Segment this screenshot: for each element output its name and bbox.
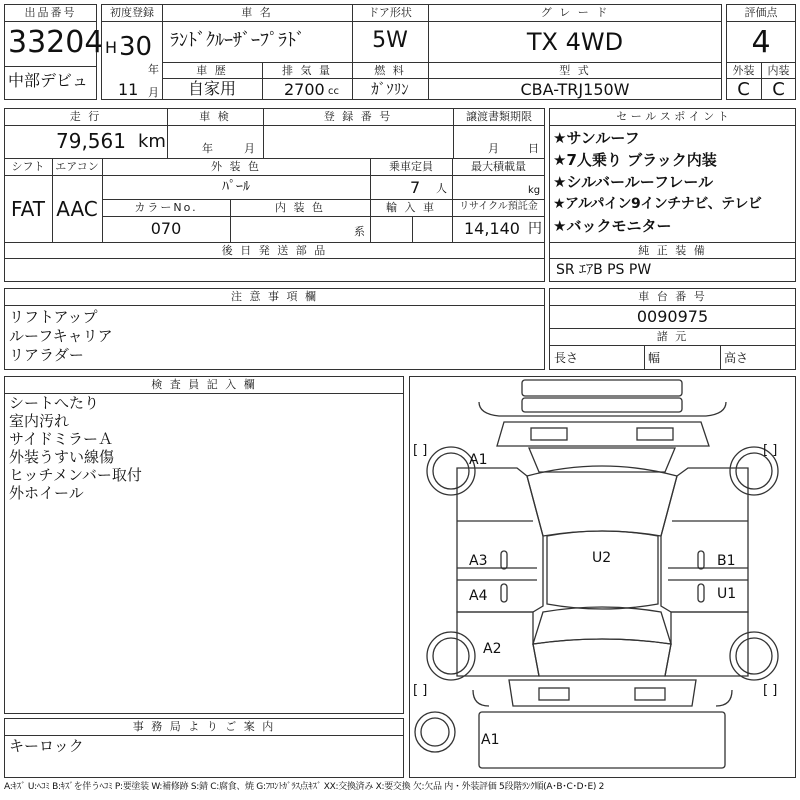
fuel-label: 燃 料 [374,64,406,77]
year-unit: 年 [148,63,159,76]
chassis-value: 0090975 [636,307,709,326]
grade-value: TX 4WD [526,28,624,56]
shift-label: シフト [11,160,45,173]
note-2: ルーフキャリア [9,327,113,345]
mark-a1-front: A1 [469,452,488,468]
first-reg-label: 初度登録 [110,6,154,19]
sales-point-2: ★7人乗り ブラック内装 [553,151,717,169]
color-no-label: カラーNo. [134,201,198,214]
inspector-item-1: シートへたり [9,394,100,412]
import-label: 輸 入 車 [386,201,436,214]
sales-points-label: セ ー ル ス ポ イ ン ト [616,110,729,123]
transfer-label: 譲渡書類期限 [466,110,532,123]
later-parts-label: 後 日 発 送 部 品 [221,244,328,257]
note-1: リフトアップ [9,308,98,326]
dim-width: 幅 [648,351,661,365]
history-label: 車 歴 [196,64,228,77]
grade-label: グ レ ー ド [540,6,610,19]
lot-label: 出品番号 [24,6,77,19]
exterior-color-label: 外 装 色 [211,160,261,173]
reg-year: 30 [119,32,153,62]
month-unit: 月 [148,86,159,99]
bracket-left-top: [ ] [413,443,428,458]
max-load-unit: kg [528,185,541,196]
dim-length: 長さ [554,351,579,365]
mileage-unit: km [138,131,166,152]
displacement-label: 排 気 量 [282,64,332,77]
aircon-value: AAC [56,197,98,221]
model-label: 型 式 [559,64,591,77]
door-value: 5W [372,28,408,53]
color-no-value: 070 [150,219,182,238]
mark-a1-spare: A1 [481,732,500,748]
inspector-item-5: ヒッチメンバー取付 [9,466,142,484]
capacity-value: 7 [410,178,421,197]
fuel-value: ｶﾞｿﾘﾝ [371,80,409,98]
bracket-left-bottom: [ ] [413,683,428,698]
interior-color-label: 内 装 色 [275,201,325,214]
mark-a2: A2 [483,641,502,657]
int-label: 内装 [767,64,790,77]
history-value: 自家用 [187,79,236,98]
shift-value: FAT [10,197,45,221]
displacement-unit: cc [328,86,339,97]
mileage-label: 走 行 [69,110,102,123]
inspection-month-unit: 月 [244,142,255,155]
bracket-right-bottom: [ ] [763,683,778,698]
int-score: C [772,79,785,100]
dimensions-label: 諸 元 [656,330,689,343]
ext-label: 外装 [732,64,755,77]
displacement-value: 2700 [284,80,325,99]
inspector-item-6: 外ホイール [9,484,84,502]
recycle-label: リサイクル預託金 [459,201,538,212]
debut-text: 中部デビュ [8,71,89,90]
ext-score: C [737,79,750,100]
mark-u2: U2 [592,550,612,566]
inspector-item-2: 室内汚れ [9,412,70,430]
max-load-label: 最大積載量 [471,160,526,173]
sales-point-1: ★サンルーフ [553,129,640,147]
office-label: 事 務 局 よ り ご 案 内 [132,720,276,733]
sales-point-4: ★アルパイン9インチナビ、テレビ [553,196,762,212]
capacity-unit: 人 [436,182,447,195]
equipment-label: 純 正 装 備 [638,244,707,257]
legend-text: A:ｷｽﾞ U:ﾍｺﾐ B:ｷｽﾞを伴うﾍｺﾐ P:要塗装 W:補修跡 S:錆 C:腐食、焼 G:ﾌﾛﾝﾄｶﾞﾗｽ点ｷｽﾞ XX:交換済み X:要交換 欠:欠品 内・外装評価 5段階ﾗﾝｸ順(A･B･C･D･E) 2 [4,782,605,792]
bracket-right-top: [ ] [763,443,778,458]
notes-label: 注 意 事 項 欄 [231,290,318,303]
registration-label: 登 録 番 号 [323,110,393,123]
car-name: ﾗﾝﾄﾞｸﾙｰｻﾞｰﾌﾟﾗﾄﾞ [170,30,305,51]
mark-a4: A4 [469,588,488,604]
inspector-item-4: 外装うすい線傷 [9,448,115,466]
inspection-year-unit: 年 [202,142,213,155]
transfer-day-unit: 日 [528,142,539,155]
inspector-label: 検 査 員 記 入 欄 [151,378,257,391]
era: H [105,38,118,57]
equipment-value: SR ｴｱB PS PW [556,262,652,278]
model-value: CBA-TRJ150W [520,80,630,99]
lot-number: 33204 [8,25,104,60]
score-label: 評価点 [744,6,778,19]
interior-color-unit: 系 [354,225,365,238]
transfer-month-unit: 月 [488,142,499,155]
mark-a3: A3 [469,553,488,569]
reg-month: 11 [118,80,139,99]
exterior-color-value: ﾊﾟｰﾙ [222,179,250,195]
inspector-item-3: サイドミラーＡ [9,430,113,448]
score-value: 4 [751,25,771,60]
dim-height: 高さ [724,351,749,365]
mark-u1: U1 [717,586,737,602]
car-diagram [409,376,796,778]
note-3: リアラダー [9,346,84,364]
sales-point-3: ★シルバールーフレール [553,173,714,191]
capacity-label: 乗車定員 [389,160,433,173]
door-label: ドア形状 [368,6,412,19]
car-name-label: 車 名 [241,6,273,19]
chassis-label: 車 台 番 号 [638,290,707,303]
aircon-label: エアコン [55,160,99,173]
mileage-value: 79,561 [56,129,126,153]
mark-b1: B1 [717,553,736,569]
office-value: キーロック [9,737,84,755]
inspection-label: 車 検 [199,110,231,123]
recycle-unit: 円 [528,221,542,237]
recycle-value: 14,140 [464,219,520,238]
sales-point-5: ★バックモニター [553,217,672,235]
